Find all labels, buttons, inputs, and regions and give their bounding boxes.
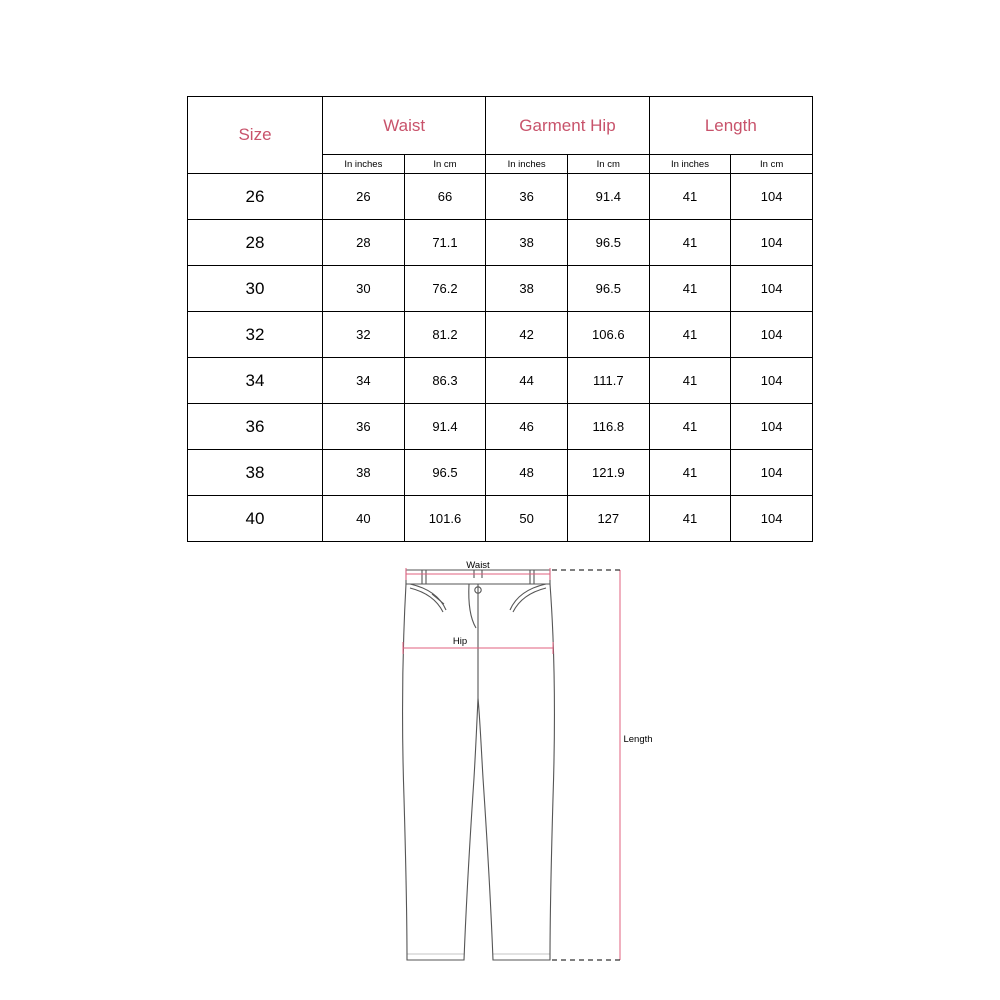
cell-hip-in: 50 [486, 496, 568, 542]
cell-waist-in: 32 [323, 312, 405, 358]
cell-size: 32 [188, 312, 323, 358]
cell-waist-in: 28 [323, 220, 405, 266]
cell-waist-cm: 76.2 [404, 266, 486, 312]
size-chart-table [187, 96, 813, 542]
jeans-outline-icon [403, 570, 555, 960]
unit-length-inches: In inches [649, 155, 731, 174]
cell-size: 34 [188, 358, 323, 404]
cell-hip-cm: 116.8 [567, 404, 649, 450]
cell-hip-in: 42 [486, 312, 568, 358]
cell-length-cm: 104 [731, 266, 813, 312]
cell-hip-in: 38 [486, 266, 568, 312]
table-row [188, 312, 813, 358]
cell-length-in: 41 [649, 266, 731, 312]
garment-measurement-diagram [370, 548, 670, 978]
unit-waist-cm: In cm [404, 155, 486, 174]
cell-waist-cm: 81.2 [404, 312, 486, 358]
size-chart-table-container [187, 96, 813, 542]
unit-hip-cm: In cm [567, 155, 649, 174]
table-row [188, 266, 813, 312]
cell-hip-in: 36 [486, 174, 568, 220]
cell-hip-cm: 96.5 [567, 266, 649, 312]
unit-waist-inches: In inches [323, 155, 405, 174]
cell-waist-cm: 86.3 [404, 358, 486, 404]
cell-waist-in: 38 [323, 450, 405, 496]
cell-hip-cm: 91.4 [567, 174, 649, 220]
cell-hip-cm: 106.6 [567, 312, 649, 358]
cell-waist-cm: 91.4 [404, 404, 486, 450]
table-row [188, 358, 813, 404]
header-length: Length [649, 97, 812, 155]
cell-size: 28 [188, 220, 323, 266]
cell-waist-cm: 66 [404, 174, 486, 220]
cell-waist-in: 30 [323, 266, 405, 312]
cell-hip-in: 44 [486, 358, 568, 404]
measurement-guides [403, 568, 620, 960]
cell-hip-in: 46 [486, 404, 568, 450]
header-waist: Waist [323, 97, 486, 155]
table-row [188, 220, 813, 266]
cell-waist-cm: 71.1 [404, 220, 486, 266]
cell-length-cm: 104 [731, 358, 813, 404]
length-label: Length [623, 734, 653, 745]
hip-label: Hip [452, 636, 468, 647]
cell-waist-cm: 96.5 [404, 450, 486, 496]
cell-length-cm: 104 [731, 220, 813, 266]
table-row [188, 450, 813, 496]
cell-length-cm: 104 [731, 174, 813, 220]
cell-size: 38 [188, 450, 323, 496]
table-row [188, 404, 813, 450]
cell-size: 36 [188, 404, 323, 450]
table-row [188, 174, 813, 220]
cell-length-in: 41 [649, 450, 731, 496]
table-header-row [188, 97, 813, 155]
cell-length-in: 41 [649, 220, 731, 266]
cell-waist-in: 40 [323, 496, 405, 542]
cell-length-cm: 104 [731, 404, 813, 450]
header-garment-hip: Garment Hip [486, 97, 649, 155]
cell-waist-in: 36 [323, 404, 405, 450]
cell-hip-cm: 111.7 [567, 358, 649, 404]
table-row [188, 496, 813, 542]
cell-length-cm: 104 [731, 450, 813, 496]
cell-hip-cm: 121.9 [567, 450, 649, 496]
cell-length-in: 41 [649, 174, 731, 220]
cell-size: 40 [188, 496, 323, 542]
cell-size: 26 [188, 174, 323, 220]
header-size: Size [188, 97, 323, 174]
cell-hip-cm: 96.5 [567, 220, 649, 266]
cell-hip-in: 48 [486, 450, 568, 496]
cell-hip-cm: 127 [567, 496, 649, 542]
cell-length-cm: 104 [731, 312, 813, 358]
cell-waist-in: 26 [323, 174, 405, 220]
cell-length-in: 41 [649, 312, 731, 358]
cell-length-cm: 104 [731, 496, 813, 542]
cell-waist-cm: 101.6 [404, 496, 486, 542]
cell-size: 30 [188, 266, 323, 312]
cell-length-in: 41 [649, 358, 731, 404]
cell-length-in: 41 [649, 404, 731, 450]
waist-label: Waist [466, 560, 490, 571]
unit-length-cm: In cm [731, 155, 813, 174]
cell-waist-in: 34 [323, 358, 405, 404]
unit-hip-inches: In inches [486, 155, 568, 174]
extension-lines [552, 570, 622, 960]
cell-length-in: 41 [649, 496, 731, 542]
cell-hip-in: 38 [486, 220, 568, 266]
